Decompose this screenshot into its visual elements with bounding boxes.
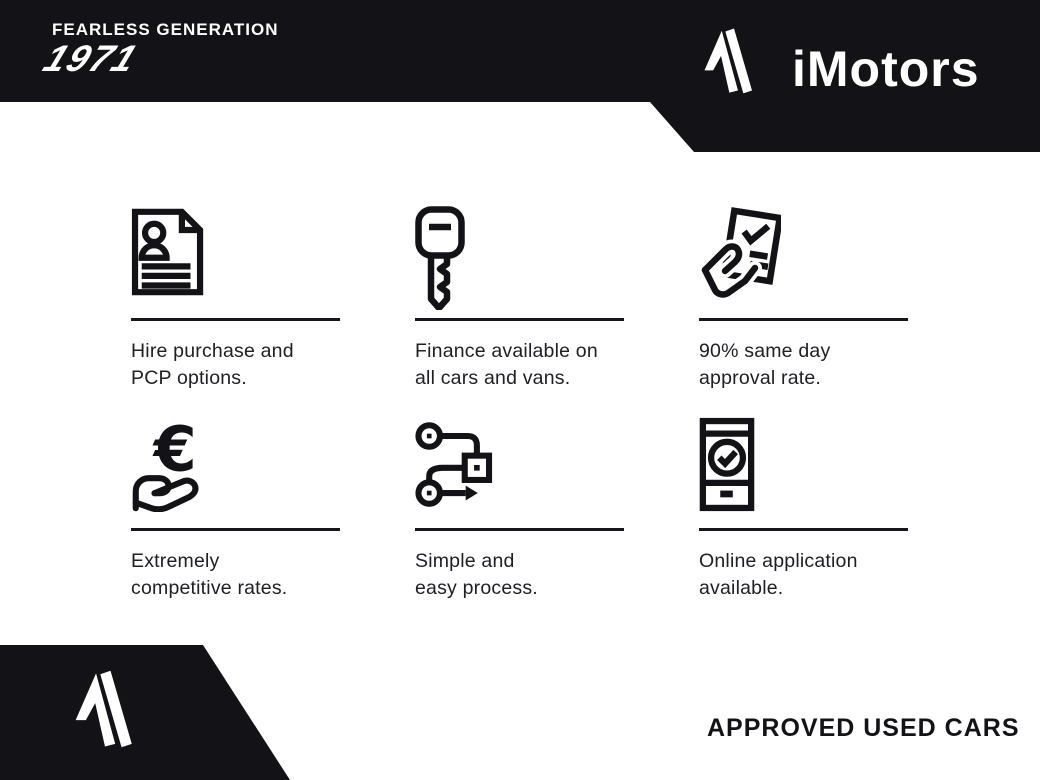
feature-rates [131, 410, 341, 620]
feature-online-application [699, 410, 909, 620]
feature-divider [699, 528, 908, 531]
feature-process [415, 410, 625, 620]
approval-checklist-icon [699, 206, 781, 310]
feature-grid [131, 200, 909, 620]
feature-caption: Online application available. [699, 550, 858, 599]
svg-text:€: € [153, 420, 197, 486]
phone-check-icon [699, 417, 755, 512]
process-flow-icon [415, 422, 507, 508]
feature-caption: Hire purchase and PCP options. [131, 340, 294, 389]
feature-divider [699, 318, 908, 321]
feature-caption: Extremely competitive rates. [131, 550, 288, 599]
imotors-a-logo-icon [68, 664, 153, 766]
euro-hand-icon [131, 420, 225, 512]
feature-divider [131, 528, 340, 531]
cv-document-icon [131, 208, 206, 296]
feature-finance [415, 200, 625, 410]
feature-divider [131, 318, 340, 321]
brand-tagline: FEARLESS GENERATION [52, 20, 279, 39]
feature-divider [415, 318, 624, 321]
feature-approval-rate [699, 200, 909, 410]
approved-used-cars-label: APPROVED USED CARS [707, 714, 1020, 742]
feature-caption: 90% same day approval rate. [699, 340, 831, 389]
car-key-icon [415, 206, 465, 310]
feature-caption: Simple and easy process. [415, 550, 538, 599]
feature-divider [415, 528, 624, 531]
feature-caption: Finance available on all cars and vans. [415, 340, 598, 389]
imotors-a-logo-icon [698, 22, 770, 110]
feature-hire-purchase [131, 200, 341, 410]
brand-name: iMotors [792, 41, 980, 97]
brand-year-1971: 1971 [37, 38, 145, 79]
